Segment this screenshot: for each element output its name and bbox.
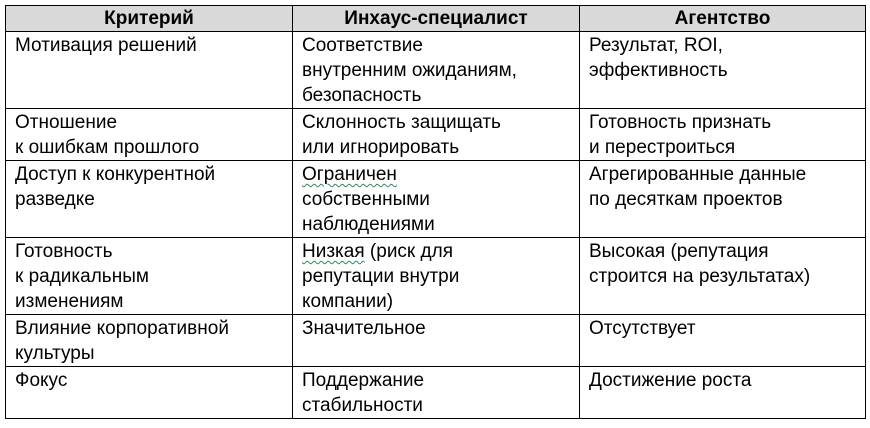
header-agency: Агентство xyxy=(580,6,866,32)
inhouse-text: Поддержание стабильности xyxy=(302,370,425,416)
inhouse-text-rest: собственными наблюдениями xyxy=(302,189,435,235)
inhouse-text: Склонность защищать или игнорировать xyxy=(302,112,501,158)
criterion-text: Фокус xyxy=(15,370,68,391)
inhouse-text: Значительное xyxy=(302,318,426,339)
criterion-cell xyxy=(6,238,293,315)
inhouse-text xyxy=(302,238,570,314)
table-row xyxy=(6,32,866,109)
agency-cell xyxy=(580,161,866,238)
header-inhouse: Инхаус-специалист xyxy=(293,6,580,32)
inhouse-text-rest: (риск для репутации внутри компании) xyxy=(302,241,460,312)
agency-text: Результат, ROI, эффективность xyxy=(589,35,728,81)
inhouse-text xyxy=(302,161,570,237)
table-row xyxy=(6,367,866,419)
agency-text: Отсутствует xyxy=(589,318,696,339)
criterion-cell xyxy=(6,315,293,367)
criterion-text: Доступ к конкурентной разведке xyxy=(15,164,216,210)
agency-cell xyxy=(580,238,866,315)
table-row xyxy=(6,238,866,315)
inhouse-cell xyxy=(293,32,580,109)
criterion-cell xyxy=(6,367,293,419)
criterion-text: Влияние корпоративной культуры xyxy=(15,318,229,364)
agency-text: Достижение роста xyxy=(589,370,752,391)
table-row xyxy=(6,109,866,161)
header-row xyxy=(6,6,866,32)
criterion-cell xyxy=(6,32,293,109)
inhouse-cell xyxy=(293,367,580,419)
agency-text: Готовность признать и перестроиться xyxy=(589,112,772,158)
table-row xyxy=(6,161,866,238)
criterion-text: Мотивация решений xyxy=(15,35,197,56)
inhouse-cell xyxy=(293,315,580,367)
spellcheck-word: Низкая xyxy=(302,241,365,262)
agency-cell xyxy=(580,367,866,419)
criterion-text: Отношение к ошибкам прошлого xyxy=(15,112,200,158)
agency-text: Высокая (репутация строится на результатах) xyxy=(589,241,811,287)
table-row xyxy=(6,315,866,367)
spellcheck-word: Ограничен xyxy=(302,164,397,185)
criterion-cell xyxy=(6,161,293,238)
agency-cell xyxy=(580,109,866,161)
agency-cell xyxy=(580,32,866,109)
comparison-table xyxy=(5,5,866,419)
agency-text: Агрегированные данные по десяткам проектов xyxy=(589,164,807,210)
inhouse-cell xyxy=(293,238,580,315)
inhouse-cell xyxy=(293,109,580,161)
criterion-text: Готовность к радикальным изменениям xyxy=(15,241,149,312)
agency-cell xyxy=(580,315,866,367)
criterion-cell xyxy=(6,109,293,161)
inhouse-text: Соответствие внутренним ожиданиям, безопасность xyxy=(302,35,517,106)
header-criterion: Критерий xyxy=(6,6,293,32)
inhouse-cell xyxy=(293,161,580,238)
